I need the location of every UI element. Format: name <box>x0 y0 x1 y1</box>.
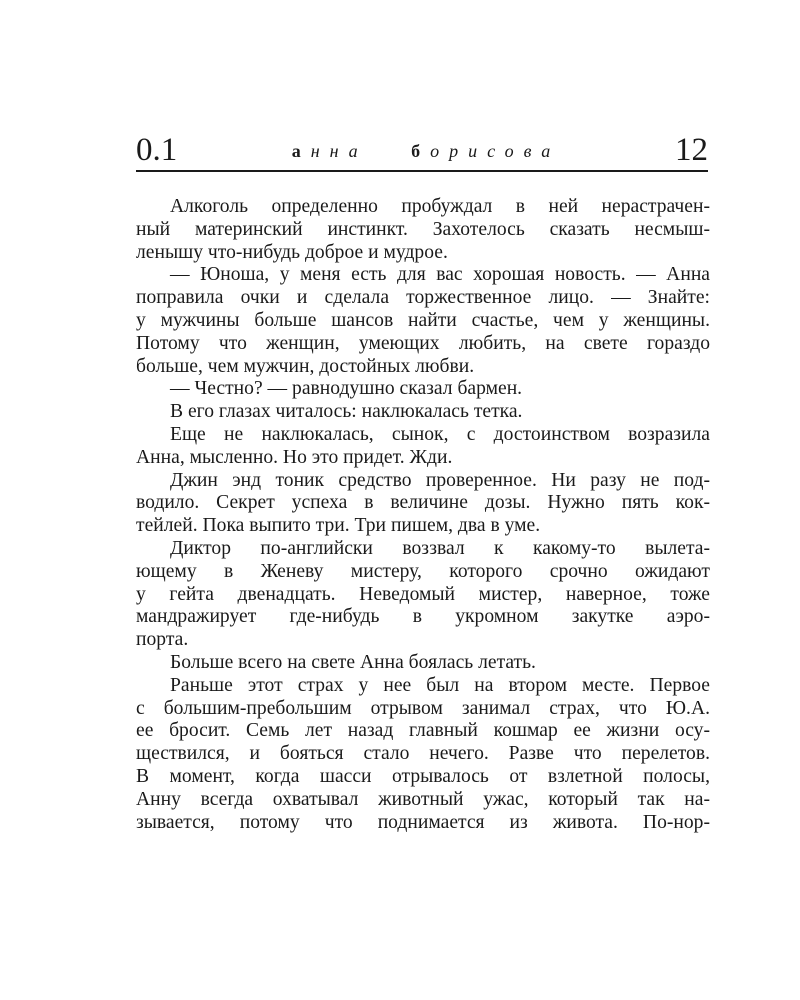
running-head-author <box>136 139 708 163</box>
author-first-initial: а <box>291 141 311 161</box>
page-header <box>136 130 708 170</box>
body-text <box>136 196 710 834</box>
author-last-initial: б <box>411 141 431 161</box>
text-line: ществился, и бояться стало нечего. Разве что перелетов. <box>136 743 710 765</box>
text-line: — Юноша, у меня есть для вас хорошая новость. — Анна <box>170 264 710 286</box>
text-line: поправила очки и сделала торжественное лицо. — Знайте: <box>136 287 710 309</box>
text-line: Больше всего на свете Анна боялась летать. <box>170 651 536 673</box>
text-line: у гейта двенадцать. Неведомый мистер, наверное, тоже <box>136 583 710 605</box>
text-line: ее бросит. Семь лет назад главный кошмар ее жизни осу- <box>136 720 710 742</box>
text-line: В его глазах читалось: наклюкалась тетка. <box>170 401 523 423</box>
text-line: ющему в Женеву мистеру, которого срочно ожидают <box>136 560 710 582</box>
author-first-rest: нна <box>310 141 368 161</box>
text-line: Еще не наклюкалась, сынок, с достоинством возразила <box>170 423 710 445</box>
text-line: порта. <box>136 629 189 651</box>
text-line: водило. Секрет успеха в величине дозы. Нужно пять кок- <box>136 492 710 514</box>
text-line: — Честно? — равнодушно сказал бармен. <box>170 378 523 400</box>
text-line: Алкоголь определенно пробуждал в ней нерастрачен- <box>170 196 710 217</box>
text-line: Потому что женщин, умеющих любить, на свете гораздо <box>136 332 710 354</box>
page-number: 12 <box>675 132 708 168</box>
text-line: Анна, мысленно. Но это придет. Жди. <box>136 446 453 468</box>
text-line: Диктор по-английски воззвал к какому-то вылета- <box>170 537 710 559</box>
text-line: Раньше этот страх у нее был на втором месте. Первое <box>170 674 710 696</box>
text-line: Анну всегда охватывал животный ужас, который так на- <box>136 788 710 810</box>
text-line: тейлей. Пока выпито три. Три пишем, два в уме. <box>136 515 541 537</box>
text-line: зывается, потому что поднимается из живота. По-нор- <box>136 811 710 833</box>
author-last-rest: орисова <box>430 141 561 161</box>
text-line: мандражирует где-нибудь в укромном закутке аэро- <box>136 606 710 628</box>
text-line: у мужчины больше шансов найти счастье, чем у женщины. <box>136 309 710 331</box>
header-rule <box>136 170 708 172</box>
text-line: ный материнский инстинкт. Захотелось сказать несмыш- <box>136 218 710 240</box>
section-number: 0.1 <box>136 132 178 168</box>
text-line: больше, чем мужчин, достойных любви. <box>136 355 475 377</box>
text-line: с большим-пребольшим отрывом занимал страх, что Ю.А. <box>136 697 710 719</box>
text-line: В момент, когда шасси отрывалось от взлетной полосы, <box>136 765 710 787</box>
text-line: Джин энд тоник средство проверенное. Ни разу не под- <box>170 469 710 491</box>
text-line: ленышу что-нибудь доброе и мудрое. <box>136 241 448 263</box>
